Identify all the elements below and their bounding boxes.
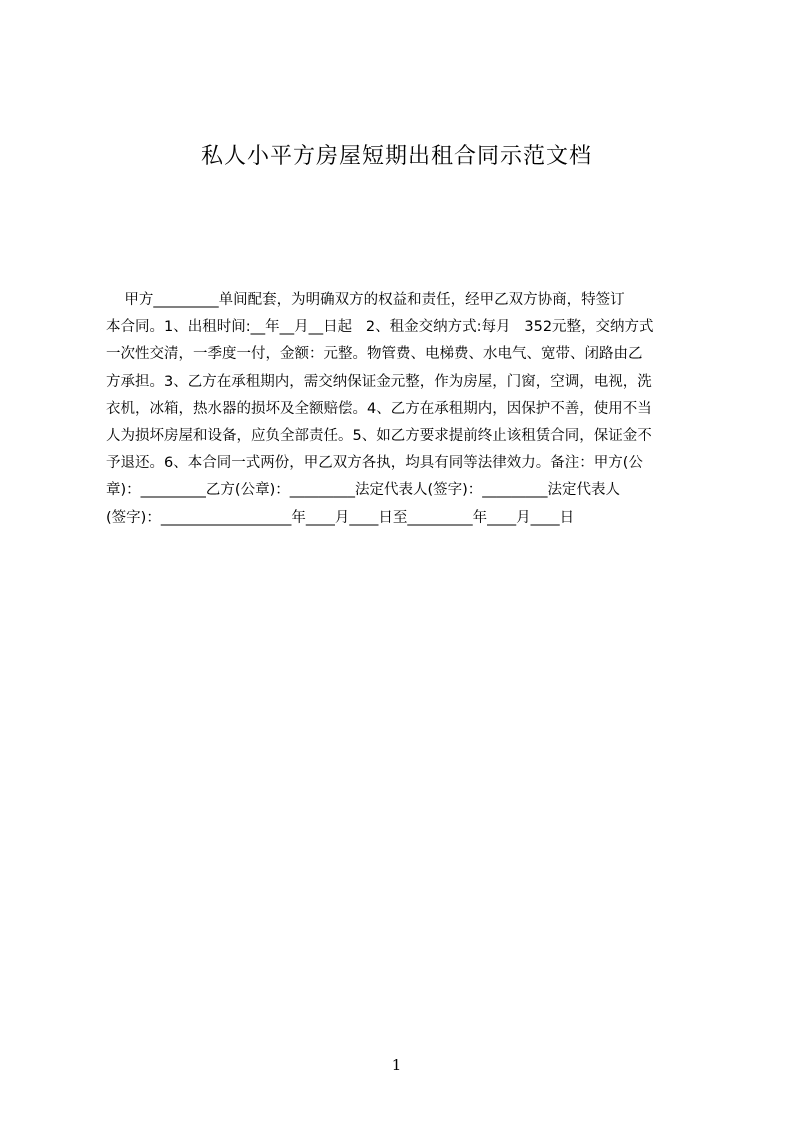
body-line-6: 人为损坏房屋和设备，应负全部责任。5、如乙方要求提前终止该租赁合同，保证金不 [106, 427, 652, 444]
body-line-3: 一次性交清，一季度一付，金额：元整。物管费、电梯费、水电气、宽带、闭路由乙 [106, 346, 643, 363]
body-line-4: 方承担。3、乙方在承租期内，需交纳保证金元整，作为房屋，门窗，空调，电视，洗 [106, 373, 652, 390]
body-line-5: 衣机，冰箱，热水器的损坏及全额赔偿。4、乙方在承租期内，因保护不善，使用不当 [106, 400, 652, 417]
page-number: 1 [391, 1056, 402, 1074]
document-title: 私人小平方房屋短期出租合同示范文档 [200, 144, 592, 169]
body-line-7: 予退还。6、本合同一式两份，甲乙双方各执，均具有同等法律效力。备注：甲方(公 [106, 455, 643, 472]
body-line-1: 甲方_________单间配套，为明确双方的权益和责任，经甲乙双方协商，特签订 [106, 292, 625, 308]
body-line-8: 章)：_________乙方(公章)：_________法定代表人(签字)：_________法定代表人 [106, 482, 621, 499]
body-line-9: (签字)：__________________年____月____日至_________年____月____日 [106, 509, 575, 526]
body-line-2: 本合同。1、出租时间:__年__月__日起 2、租金交纳方式:每月 352元整，交纳方式 [106, 319, 654, 336]
contract-body [106, 287, 699, 532]
